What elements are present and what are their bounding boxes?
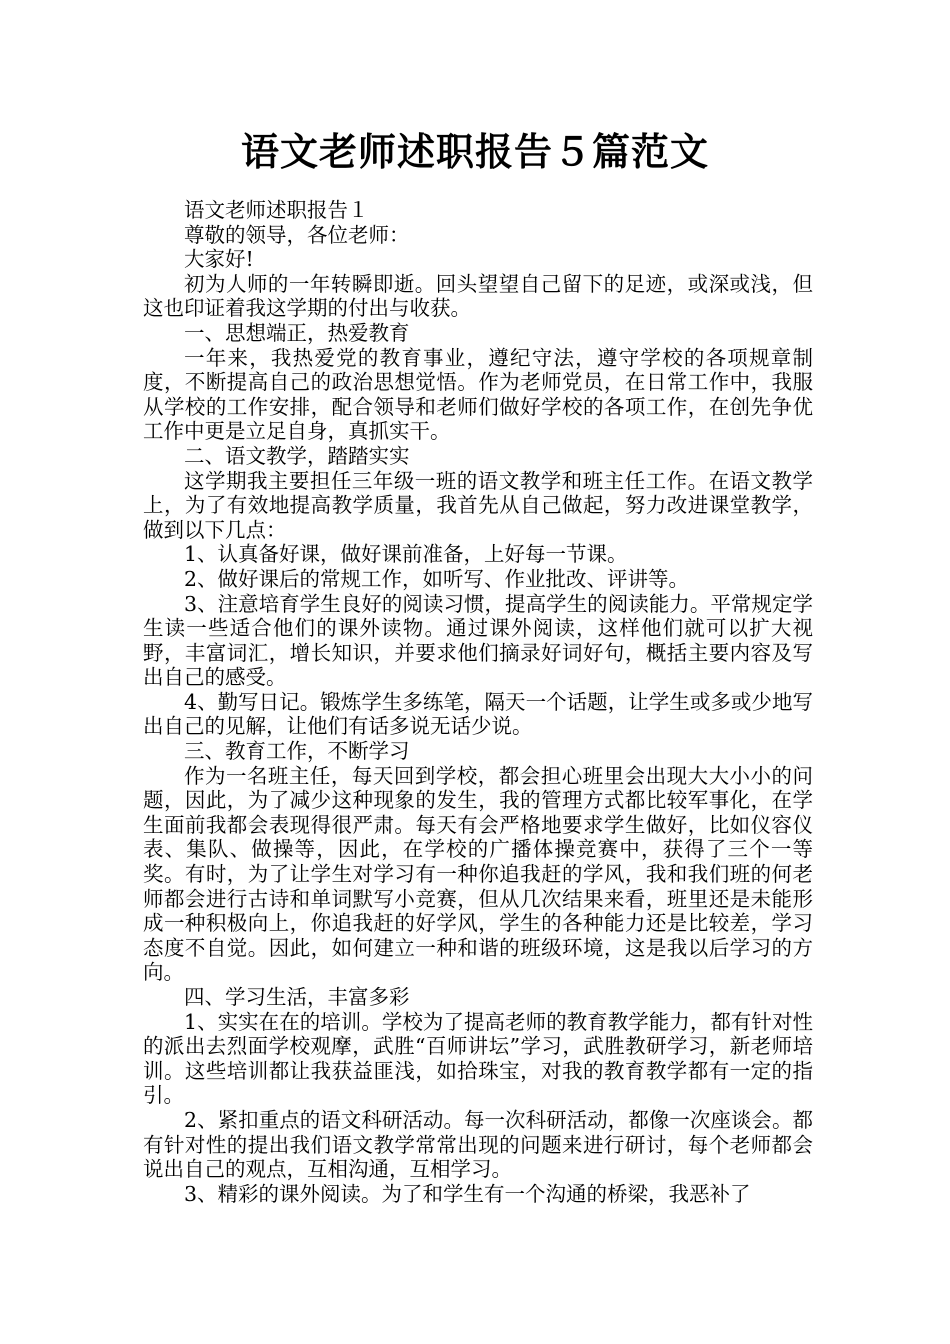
list-item: 3、精彩的课外阅读。为了和学生有一个沟通的桥梁，我恶补了 [184, 1181, 751, 1206]
section-heading: 三、教育工作，不断学习 [184, 739, 410, 764]
paragraph: 这学期我主要担任三年级一班的语文教学和班主任工作。在语文教学上，为了有效地提高教学质量，我首先从自己做起，努力改进课堂教学，做到以下几点： [143, 468, 813, 542]
list-item: 2、做好课后的常规工作，如听写、作业批改、评讲等。 [184, 566, 690, 591]
list-item: 1、实实在在的培训。学校为了提高老师的教育教学能力，都有针对性的派出去烈面学校观摩，武胜“百师讲坛”学习，武胜教研学习，新老师培训。这些培训都让我获益匪浅，如拾珠宝，对我的教育教学都有一定的指引。 [143, 1009, 813, 1108]
paragraph: 一年来，我热爱党的教育事业，遵纪守法，遵守学校的各项规章制度，不断提高自己的政治思想觉悟。作为老师党员，在日常工作中，我服从学校的工作安排，配合领导和老师们做好学校的各项工作，在创先争优工作中更是立足自身，真抓实干。 [143, 345, 813, 444]
document-body [143, 198, 813, 1206]
section-heading: 二、语文教学，踏踏实实 [184, 443, 410, 468]
paragraph: 初为人师的一年转瞬即逝。回头望望自己留下的足迹，或深或浅，但这也印证着我这学期的付出与收获。 [143, 271, 813, 321]
salutation: 尊敬的领导，各位老师： [184, 222, 410, 247]
greeting: 大家好! [184, 247, 254, 272]
section-heading: 四、学习生活，丰富多彩 [184, 985, 410, 1009]
paragraph: 作为一名班主任，每天回到学校，都会担心班里会出现大大小小的问题，因此，为了减少这种现象的发生，我的管理方式都比较军事化，在学生面前我都会表现得很严肃。每天有会严格地要求学生做好，比如仪容仪表、集队、做操等，因此，在学校的广播体操竞赛中，获得了三个一等奖。有时，为了让学生对学习有一种你追我赶的学风，我和我们班的何老师都会进行古诗和单词默写小竞赛，但从几次结果来看，班里还是未能形成一种积极向上，你追我赶的好学风，学生的各种能力还是比较差，学习态度不自觉。因此，如何建立一种和谐的班级环境，这是我以后学习的方向。 [143, 763, 813, 985]
section-heading: 一、思想端正，热爱教育 [184, 320, 410, 345]
document-title: 语文老师述职报告５篇范文 [240, 129, 709, 174]
list-item: 3、注意培育学生良好的阅读习惯，提高学生的阅读能力。平常规定学生读一些适合他们的课外读物。通过课外阅读，这样他们就可以扩大视野，丰富词汇，增长知识，并要求他们摘录好词好句，概括主要内容及写出自己的感受。 [143, 591, 813, 690]
report-heading: 语文老师述职报告１ [184, 198, 369, 222]
list-item: 4、勤写日记。锻炼学生多练笔，隔天一个话题，让学生或多或少地写出自己的见解，让他们有话多说无话少说。 [143, 689, 813, 739]
list-item: 2、紧扣重点的语文科研活动。每一次科研活动，都像一次座谈会。都有针对性的提出我们语文教学常常出现的问题来进行研讨，每个老师都会说出自己的观点，互相沟通，互相学习。 [143, 1107, 813, 1182]
list-item: 1、认真备好课，做好课前准备，上好每一节课。 [184, 542, 628, 567]
